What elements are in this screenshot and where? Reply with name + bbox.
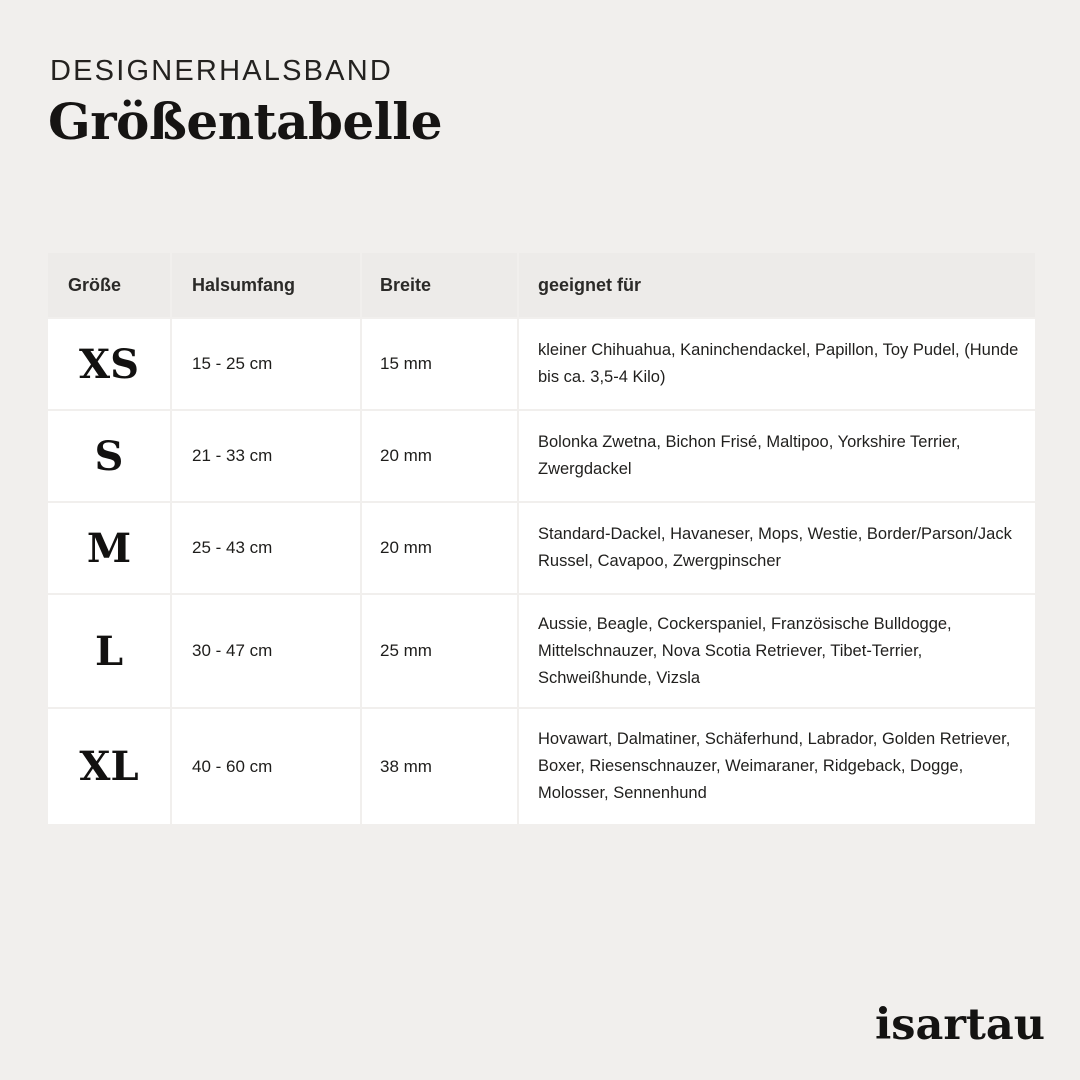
- neck-cell: 40 - 60 cm: [172, 709, 360, 824]
- width-cell: 20 mm: [362, 503, 517, 593]
- neck-cell: 21 - 33 cm: [172, 411, 360, 501]
- width-cell: 20 mm: [362, 411, 517, 501]
- suitable-cell: kleiner Chihuahua, Kaninchendackel, Papillon, Toy Pudel, (Hunde bis ca. 3,5-4 Kilo): [519, 319, 1035, 409]
- size-cell: L: [48, 595, 170, 707]
- suitable-cell: Hovawart, Dalmatiner, Schäferhund, Labrador, Golden Retriever, Boxer, Riesenschnauzer, Weimaraner, Ridgeback, Dogge, Molosser, Sennenhund: [519, 709, 1035, 824]
- size-cell: M: [48, 503, 170, 593]
- size-cell: S: [48, 411, 170, 501]
- width-cell: 15 mm: [362, 319, 517, 409]
- neck-cell: 25 - 43 cm: [172, 503, 360, 593]
- page-title: Größentabelle: [48, 92, 443, 151]
- suitable-cell: Standard-Dackel, Havaneser, Mops, Westie, Border/Parson/Jack Russel, Cavapoo, Zwergpinscher: [519, 503, 1035, 593]
- column-header-width: Breite: [362, 253, 517, 317]
- brand-logo: isartau: [874, 1000, 1045, 1050]
- column-header-size: Größe: [48, 253, 170, 317]
- width-cell: 25 mm: [362, 595, 517, 707]
- size-cell: XS: [48, 319, 170, 409]
- suitable-cell: Bolonka Zwetna, Bichon Frisé, Maltipoo, Yorkshire Terrier, Zwergdackel: [519, 411, 1035, 501]
- suitable-cell: Aussie, Beagle, Cockerspaniel, Französische Bulldogge, Mittelschnauzer, Nova Scotia Retriever, Tibet-Terrier, Schweißhunde, Vizsla: [519, 595, 1035, 707]
- size-cell: XL: [48, 709, 170, 824]
- neck-cell: 30 - 47 cm: [172, 595, 360, 707]
- width-cell: 38 mm: [362, 709, 517, 824]
- column-header-suitable: geeignet für: [519, 253, 1035, 317]
- size-table: [48, 253, 1035, 824]
- page-eyebrow: DESIGNERHALSBAND: [50, 55, 393, 87]
- column-header-neck: Halsumfang: [172, 253, 360, 317]
- neck-cell: 15 - 25 cm: [172, 319, 360, 409]
